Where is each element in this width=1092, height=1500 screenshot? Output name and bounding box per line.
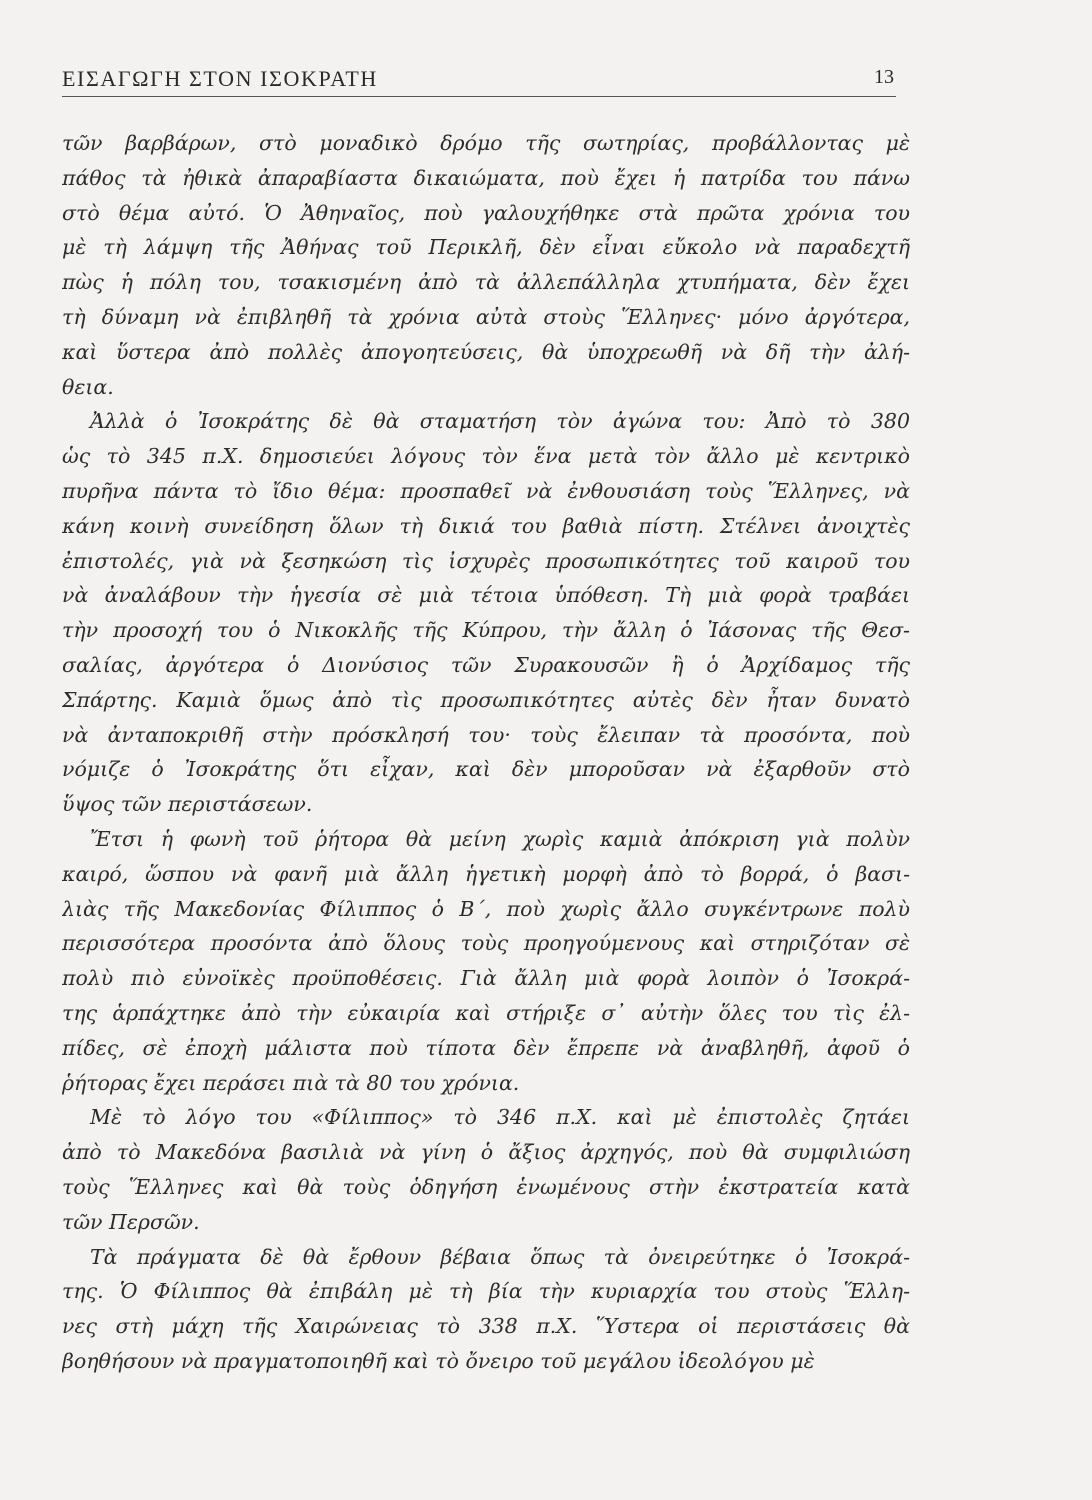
text-line: Μὲ τὸ λόγο του «Φίλιππος» τὸ 346 π.Χ. καὶ μὲ ἐπιστολὲς ζητάει [90, 1105, 910, 1130]
text-line: πυρῆνα πάντα τὸ ἴδιο θέμα: προσπαθεῖ νὰ ἐνθουσιάση τοὺς Ἕλληνες, νὰ [62, 478, 910, 503]
text-line: ἀπὸ τὸ Μακεδόνα βασιλιὰ νὰ γίνη ὁ ἄξιος ἀρχηγός, ποὺ θὰ συμφιλιώση [62, 1140, 910, 1165]
text-line: ὕψος τῶν περιστάσεων. [62, 792, 313, 817]
text-line: σαλίας, ἀργότερα ὁ Διονύσιος τῶν Συρακουσῶν ἢ ὁ Ἀρχίδαμος τῆς [62, 652, 910, 677]
body-text [62, 126, 910, 1379]
text-line: νὰ ἀναλάβουν τὴν ἡγεσία σὲ μιὰ τέτοια ὑπόθεση. Τὴ μιὰ φορὰ τραβάει [62, 583, 910, 608]
text-line: πὼς ἡ πόλη του, τσακισμένη ἀπὸ τὰ ἀλλεπάλληλα χτυπήματα, δὲν ἔχει [62, 270, 910, 295]
paragraph [62, 1100, 910, 1239]
text-line: Σπάρτης. Καμιὰ ὅμως ἀπὸ τὶς προσωπικότητες αὐτὲς δὲν ἦταν δυνατὸ [62, 687, 910, 712]
text-line: τῶν βαρβάρων, στὸ μοναδικὸ δρόμο τῆς σωτηρίας, προβάλλοντας μὲ [62, 131, 910, 155]
text-line: καιρό, ὥσπου νὰ φανῆ μιὰ ἄλλη ἡγετικὴ μορφὴ ἀπὸ τὸ βορρά, ὁ βασι- [62, 861, 910, 886]
paragraph [62, 1240, 910, 1379]
text-line: τὴ δύναμη νὰ ἐπιβληθῆ τὰ χρόνια αὐτὰ στοὺς Ἕλληνες· μόνο ἀργότερα, [62, 304, 910, 329]
paragraph [62, 822, 910, 1100]
paragraph [62, 404, 910, 822]
text-line: τῶν Περσῶν. [62, 1209, 200, 1234]
text-line: λιὰς τῆς Μακεδονίας Φίλιππος ὁ Β΄, ποὺ χωρὶς ἄλλο συγκέντρωνε πολὺ [62, 896, 910, 921]
text-line: Ἔτσι ἡ φωνὴ τοῦ ῥήτορα θὰ μείνη χωρὶς καμιὰ ἀπόκριση γιὰ πολὺν [90, 826, 910, 851]
text-line: Ἀλλὰ ὁ Ἰσοκράτης δὲ θὰ σταματήση τὸν ἀγώνα του: Ἀπὸ τὸ 380 [90, 409, 910, 434]
text-line: πολὺ πιὸ εὐνοϊκὲς προϋποθέσεις. Γιὰ ἄλλη μιὰ φορὰ λοιπὸν ὁ Ἰσοκρά- [62, 966, 910, 991]
text-line: πίδες, σὲ ἐποχὴ μάλιστα ποὺ τίποτα δὲν ἔπρεπε νὰ ἀναβληθῆ, ἀφοῦ ὁ [62, 1035, 910, 1060]
text-line: στὸ θέμα αὐτό. Ὁ Ἀθηναῖος, ποὺ γαλουχήθηκε στὰ πρῶτα χρόνια του [62, 200, 910, 225]
text-line: τὴν προσοχή του ὁ Νικοκλῆς τῆς Κύπρου, τὴν ἄλλη ὁ Ἰάσονας τῆς Θεσ- [62, 618, 910, 643]
text-line: τοὺς Ἕλληνες καὶ θὰ τοὺς ὁδηγήση ἑνωμένους στὴν ἐκστρατεία κατὰ [62, 1174, 910, 1199]
text-line: μὲ τὴ λάμψη τῆς Ἀθήνας τοῦ Περικλῆ, δὲν εἶναι εὔκολο νὰ παραδεχτῆ [62, 235, 910, 260]
text-line: νες στὴ μάχη τῆς Χαιρώνειας τὸ 338 π.Χ. Ὕστερα οἱ περιστάσεις θὰ [62, 1314, 910, 1339]
text-line: νὰ ἀνταποκριθῆ στὴν πρόσκλησή του· τοὺς ἔλειπαν τὰ προσόντα, ποὺ [62, 722, 910, 747]
text-line: Τὰ πράγματα δὲ θὰ ἔρθουν βέβαια ὅπως τὰ ὀνειρεύτηκε ὁ Ἰσοκρά- [90, 1244, 910, 1269]
text-line: θεια. [62, 374, 114, 399]
running-header [62, 66, 896, 97]
text-line: κάνη κοινὴ συνείδηση ὅλων τὴ δικιά του βαθιὰ πίστη. Στέλνει ἀνοιχτὲς [62, 513, 910, 538]
text-line: περισσότερα προσόντα ἀπὸ ὅλους τοὺς προηγούμενους καὶ στηριζόταν σὲ [62, 931, 910, 956]
text-line: ἐπιστολές, γιὰ νὰ ξεσηκώση τὶς ἰσχυρὲς προσωπικότητες τοῦ καιροῦ του [62, 548, 910, 573]
header-title: ΕΙΣΑΓΩΓΗ ΣΤΟΝ ΙΣΟΚΡΑΤΗ [62, 66, 378, 91]
text-line: ὡς τὸ 345 π.Χ. δημοσιεύει λόγους τὸν ἕνα μετὰ τὸν ἄλλο μὲ κεντρικὸ [62, 444, 910, 469]
page-number: 13 [874, 66, 894, 88]
text-line: ῥήτορας ἔχει περάσει πιὰ τὰ 80 του χρόνια. [62, 1070, 520, 1095]
text-line: της ἁρπάχτηκε ἀπὸ τὴν εὐκαιρία καὶ στήριξε σ᾽ αὐτὴν ὅλες του τὶς ἐλ- [62, 1000, 910, 1025]
text-line: βοηθήσουν νὰ πραγματοποιηθῆ καὶ τὸ ὄνειρο τοῦ μεγάλου ἰδεολόγου μὲ [62, 1348, 815, 1373]
text-line: νόμιζε ὁ Ἰσοκράτης ὅτι εἶχαν, καὶ δὲν μποροῦσαν νὰ ἐξαρθοῦν στὸ [62, 757, 910, 782]
paragraph [62, 126, 910, 404]
text-line: καὶ ὕστερα ἀπὸ πολλὲς ἀπογοητεύσεις, θὰ ὑποχρεωθῆ νὰ δῆ τὴν ἀλή- [62, 339, 910, 364]
text-line: πάθος τὰ ἠθικὰ ἀπαραβίαστα δικαιώματα, ποὺ ἔχει ἡ πατρίδα του πάνω [62, 165, 910, 190]
text-line: της. Ὁ Φίλιππος θὰ ἐπιβάλη μὲ τὴ βία τὴν κυριαρχία του στοὺς Ἕλλη- [62, 1279, 910, 1304]
